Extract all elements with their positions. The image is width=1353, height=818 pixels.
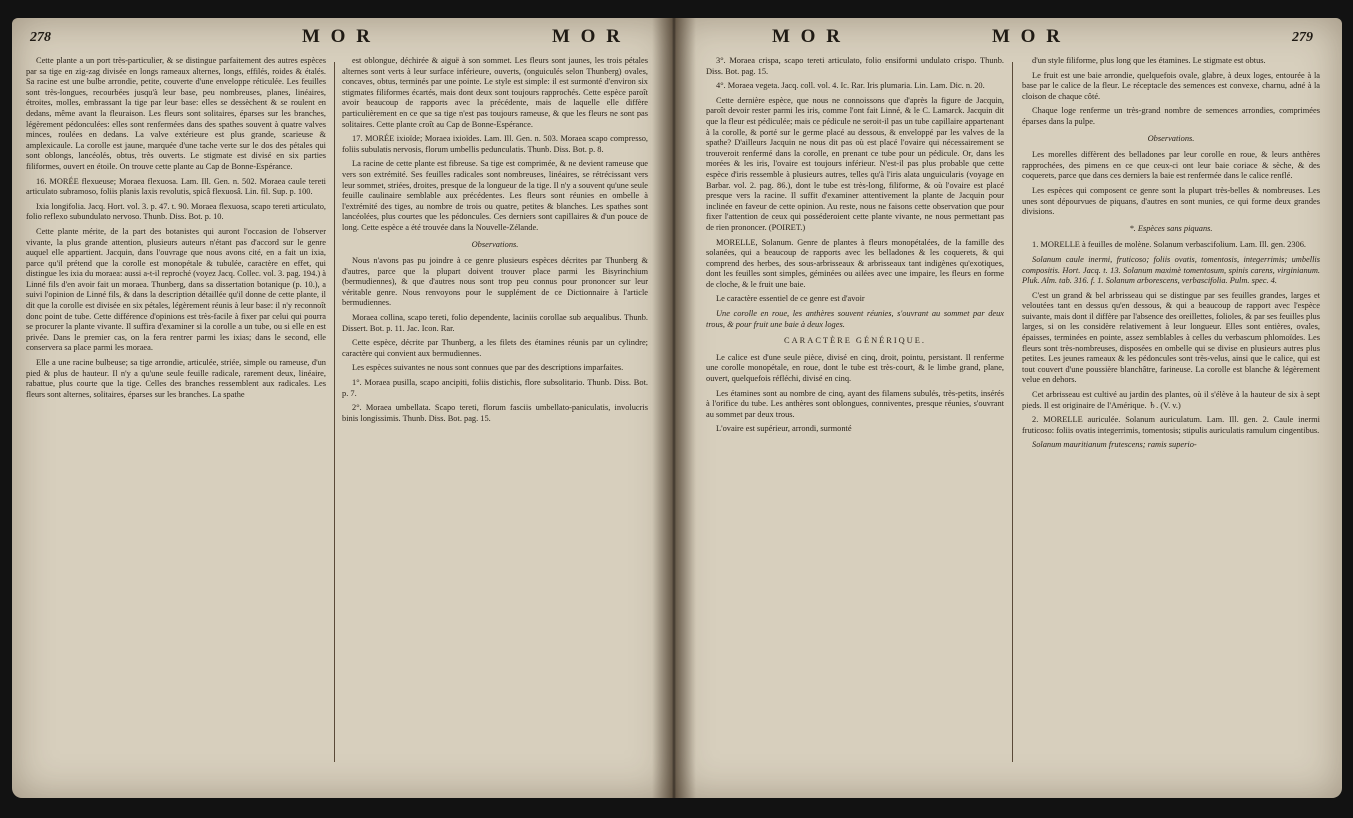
column-divider: [1012, 62, 1013, 762]
paragraph: 3°. Moraea crispa, scapo tereti articulato, folio ensiformi undulato crispo. Thunb. Diss. Bot. pag. 15.: [706, 56, 1004, 76]
running-head: M O R: [992, 26, 1063, 47]
paragraph: Solanum mauritianum frutescens; ramis superio-: [1032, 440, 1197, 450]
paragraph: 16. MORÉE flexueuse; Moraea flexuosa. Lam. Ill. Gen. n. 502. Moraea caule tereti articulato subramoso, foliis planis laxis revolutis, spicâ flexuosâ. Lin. fil. Sup. p. 100.: [26, 176, 326, 197]
paragraph: Solanum caule inermi, fruticoso; foliis ovatis, tomentosis, integerrimis; umbellis compositis. Hort. Jacq. t. 13. Solanum maximè tomentosum, spinis carens, virginianum. Pluk. Alm. tab. 316. f. 1. Solanum arborescens, verbascifolia. Pulm. spec. 4.: [1022, 254, 1320, 286]
running-head: M O R: [772, 26, 843, 47]
paragraph: Les étamines sont au nombre de cinq, ayant des filamens subulés, très-petits, insérés à l'orifice du tube. Les anthères sont oblongues, conniventes, presque réunies, s'ouvrant au sommet par deux trous.: [706, 388, 1004, 419]
left-page: [12, 18, 672, 798]
paragraph: Le fruit est une baie arrondie, quelquefois ovale, glabre, à deux loges, entourée à la base par le calice de la fleur. Le réceptacle des semences est convexe, charnu, adné à la cloison de chaque côté.: [1022, 70, 1320, 101]
paragraph: 2. MORELLE auriculée. Solanum auriculatum. Lam. Ill. gen. 2. Caule inermi fruticoso: foliis ovatis integerrimis, tomentosis; stipulis auriculatis ramulum cingentibus.: [1022, 415, 1320, 435]
paragraph: Elle a une racine bulbeuse; sa tige arrondie, articulée, striée, simple ou rameuse, d'un pied & plus de hauteur. Il n'y a qu'une seule feuille radicale, rarement deux, linéaire, rabattue, plus courte que la tige. Celles des branches ressemblent aux radicales. Les fleurs sont alternes, solitaires, éparses sur les branches. La spathe: [26, 358, 326, 399]
section-heading: Observations.: [471, 239, 519, 249]
paragraph: Les espèces qui composent ce genre sont la plupart très-belles & nombreuses. Les unes sont dépourvues de piquans, d'autres en sont munies, ce qui forme deux grandes divisions.: [1022, 185, 1320, 217]
paragraph: Cet arbrisseau est cultivé au jardin des plantes, où il s'élève à la hauteur de six à sept pieds. Il est originaire de l'Amérique. ♄. (V. v.): [1022, 390, 1320, 410]
paragraph: Les espèces suivantes ne nous sont connues que par des descriptions imparfaites.: [352, 363, 624, 373]
paragraph: Cette espèce, décrite par Thunberg, a les filets des étamines réunis par un cylindre; caractère qui convient aux bermudiennes.: [342, 338, 648, 358]
paragraph: 4°. Moraea vegeta. Jacq. coll. vol. 4. Ic. Rar. Iris plumaria. Lin. Lam. Dic. n. 20.: [716, 81, 985, 91]
paragraph: Une corolle en roue, les anthères souvent réunies, s'ouvrant au sommet par deux trous, & pour fruit une baie à deux loges.: [706, 309, 1004, 329]
paragraph: 1°. Moraea pusilla, scapo ancipiti, foliis distichis, flore subsolitario. Thunb. Diss. Bot. p. 7.: [342, 378, 648, 398]
running-head: M O R: [552, 26, 623, 47]
text-column-2: [342, 56, 648, 428]
paragraph: 1. MORELLE à feuilles de molène. Solanum verbascifolium. Lam. Ill. gen. 2306.: [1032, 240, 1306, 250]
column-divider: [334, 62, 335, 762]
paragraph: La racine de cette plante est fibreuse. Sa tige est comprimée, & ne devient rameuse que vers son extrémité. Ses feuilles radicales sont nombreuses, linéaires, se rétrécissant vers leur sommet, striées, droites, presque de la longueur de la tige. Il n'y a souvent qu'une seule feuille caulinaire semblable aux précédentes. Les fleurs sont réunies en ombelle à l'extrémité des tiges, au nombre de trois ou quatre, petites & blanches. Les spathes sont lancéolées, plus courtes que les pédoncules. Ces derniers sont capillaires & d'un pouce de long. Cette espèce a été trouvée dans la Nouvelle-Zélande.: [342, 159, 648, 232]
paragraph: Le calice est d'une seule pièce, divisé en cinq, droit, pointu, persistant. Il renferme une corolle monopétale, en roue, dont le tube est très-court, & le limbe grand, plane, ouvert, quelquefois réfléchi, divisé en cinq.: [706, 352, 1004, 384]
page-number: 279: [1292, 30, 1313, 45]
section-heading: Observations.: [1147, 133, 1195, 143]
text-column-1: [26, 56, 326, 404]
paragraph: d'un style filiforme, plus long que les étamines. Le stigmate est obtus.: [1032, 56, 1266, 65]
section-heading: *. Espèces sans piquans.: [1129, 223, 1213, 233]
paragraph: MORELLE, Solanum. Genre de plantes à fleurs monopétalées, de la famille des solanées, qui a beaucoup de rapports avec les belladones & les coquerets, & qui comprend des herbes, des sous-arbrisseaux & arbrisseaux tant indigènes qu'exotiques, dont les feuilles sont simples, géminées ou ailées avec une impaire, les fleurs en forme de cloche, & le fruit une baie.: [706, 237, 1004, 289]
paragraph: 2°. Moraea umbellata. Scapo tereti, florum fasciis umbellato-paniculatis, involucris binis longissimis. Thunb. Diss. Bot. pag. 15.: [342, 403, 648, 423]
paragraph: Chaque loge renferme un très-grand nombre de semences arrondies, comprimées éparses dans la pulpe.: [1022, 106, 1320, 126]
paragraph: L'ovaire est supérieur, arrondi, surmonté: [716, 424, 852, 434]
paragraph: Nous n'avons pas pu joindre à ce genre plusieurs espèces décrites par Thunberg & d'autres, parce que la plupart doivent trouver place parmi les Bisyrinchium (bermudiennes), & que d'autres nous sont trop peu connus pour prononcer sur leur véritable genre. Nous renvoyons pour le supplément de ce Dictionnaire à l'article bermudiennes.: [342, 256, 648, 308]
paragraph: Le caractère essentiel de ce genre est d'avoir: [716, 294, 865, 304]
paragraph: C'est un grand & bel arbrisseau qui se distingue par ses feuilles grandes, larges et veloutées tant en dessus qu'en dessous, & qui a beaucoup de rapport avec l'espèce suivante, mais dont il diffère par l'absence des oreillettes, folioles, & par ses feuilles plus larges, si on les considère relativement à leur longueur. Elles sont entières, ovales, épaisses, terminées en pointe, assez semblables à celles du verbascum phlomoïdes. Les fleurs sont très-nombreuses, disposées en ombelle qui se divise en plusieurs autres plus petites. Les jeunes rameaux & les pédoncules sont très-velus, ainsi que le calice, qui est tout couvert d'une poussière blanchâtre, farineuse. La corolle est blanche & légèrement velue en dehors.: [1022, 290, 1320, 385]
text-column-2: [1022, 56, 1320, 455]
section-heading: CARACTÈRE GÉNÉRIQUE.: [784, 336, 926, 346]
paragraph: Cette plante a un port très-particulier, & se distingue parfaitement des autres espèces par sa tige en zig-zag divisée en longs rameaux alternes, longs, effilés, roides & étalés. Sa racine est une bulbe arrondie, petite, couverte d'une enveloppe réticulée. Les feuilles sont très-longues, recourbées jusqu'à leur base, peu nombreuses, planes, linéaires, étroites, molles, embrassant la tige par leur base: elles se dessèchent & se roulent en dedans, même avant la fleuraison. Les fleurs sont solitaires, éparses sur les branches, légèrement pédonculées: elles sont renfermées dans des spathes souvent à quatre valves minces, roulées en dedans. La valve extérieure est plus grande, scarieuse & amplexicaule. La corolle est jaune, marquée d'une tache verte sur le dos des pétales qui sont oblongs, lancéolés, obtus, très ouverts. Le stigmate est divisé en six parties filiformes, ouvert en étoile. On trouve cette plante au Cap de Bonne-Espérance.: [26, 56, 326, 171]
page-number: 278: [30, 30, 51, 45]
paragraph: Ixia longifolia. Jacq. Hort. vol. 3. p. 47. t. 90. Moraea flexuosa, scapo tereti articulato, folio reflexo subundulato nervoso. Thunb. Diss. Bot. p. 10.: [26, 201, 326, 222]
paragraph: 17. MORÉE ixioïde; Moraea ixioïdes. Lam. Ill. Gen. n. 503. Moraea scapo compresso, foliis subulatis nervosis, florum umbellis pedunculatis. Thunb. Diss. Bot. p. 8.: [342, 134, 648, 154]
text-column-1: [706, 56, 1004, 439]
right-page: [672, 18, 1342, 798]
book-gutter: [652, 18, 696, 798]
paragraph: est oblongue, déchirée & aiguë à son sommet. Les fleurs sont jaunes, les trois pétales alternes sont verts à leur surface inférieure, ouverts, (onguiculés selon Thunberg) ovales, concaves, obtus, terminés par une pointe. Le style est simple: il est surmonté d'environ six stigmates filiformes écartés, mais dont deux sont toujours rapprochés. Cette espèce paroît avoir beaucoup de rapports avec la précédente, mais de laquelle elle diffère particulièrement en ce que sa tige n'est pas toujours rameuse, & que les fleurs ne sont pas solitaires. Cette plante croît au Cap de Bonne-Espérance.: [342, 56, 648, 129]
paragraph: Cette plante mérite, de la part des botanistes qui auront l'occasion de l'observer vivante, la plus grande attention, plusieurs auteurs n'étant pas d'accord sur le genre auquel elle appartient. Jacquin, dans l'ouvrage que nous avons cité, en a fait un ixia, parce qu'il prétend que la corolle est monopétale & tubulée, caractère en effet, qui distingue les ixia du moraea: aussi a-t-il reproché (voyez Jacq. Collec. vol. 3. pag. 194.) à Linné fils d'en avoir fait un moraea. Thunberg, dans sa dissertation botanique (p. 10.), a suivi l'opinion de Linné fils, & dans la description détaillée qu'il donne de cette plante, il dit que la corolle est divisée en six pétales, légèrement réunis à leur base: il n'y reconnoît donc point de tube. Cette différence d'opinions est très-facile à fixer par celui qui pourra se procurer la plante vivante. Il suffira d'examiner si la corolle a un tube, ou si elle en est privée. Dans le premier cas, on la fera rentrer parmi les ixias; dans le second, elle conservera sa place parmi les moraea.: [26, 226, 326, 353]
paragraph: Cette dernière espèce, que nous ne connoissons que d'après la figure de Jacquin, paroît devoir rester parmi les iris, comme l'ont fait Linné, & le C. Lamarck. Jacquin dit que la fleur est pédiculée; mais ce pédicule ne seroit-il pas un tube capillaire appartenant à la corolle, & porté sur le germe placé au dessous, & enveloppé par les valves de la spathe? D'ailleurs Jacquin ne nous dit pas où est placé l'ovaire qui nécessairement se trouveroit renfermé dans la corolle, en prenant ce tube pour un pédicule. Or, dans les morées & les iris, l'ovaire est toujours inférieur. N'est-il pas plus probable que cette espèce d'iris ressemble à plusieurs autres, telles qu'à l'iris alata unguicularis (voyage en Barbar. vol. 2. pag. 86.), dont le tube est très-long, filiforme, & où l'ovaire est placé presque vers la racine. Il suffit d'examiner attentivement la plante de Jacquin pour inclinée en faveur de cette opinion. Au reste, nous ne faisons cette observation que pour fixer l'attention de ceux qui posséderoient cette plante vivante, ne nous permettant pas de rien prononcer. (POIRET.): [706, 95, 1004, 232]
running-head: M O R: [302, 26, 373, 47]
paragraph: Moraea collina, scapo tereti, folio dependente, laciniis corollae sub aequalibus. Thunb. Dissert. Bot. p. 11. Jac. Icon. Rar.: [342, 313, 648, 333]
paragraph: Les morelles diffèrent des belladones par leur corolle en roue, & leurs anthères rapprochées, des pimens en ce que ceux-ci ont leur baie coriace & sèche, & des coquerets, parce que dans ces derniers la baie est renfermée dans le calice renflé.: [1022, 150, 1320, 181]
